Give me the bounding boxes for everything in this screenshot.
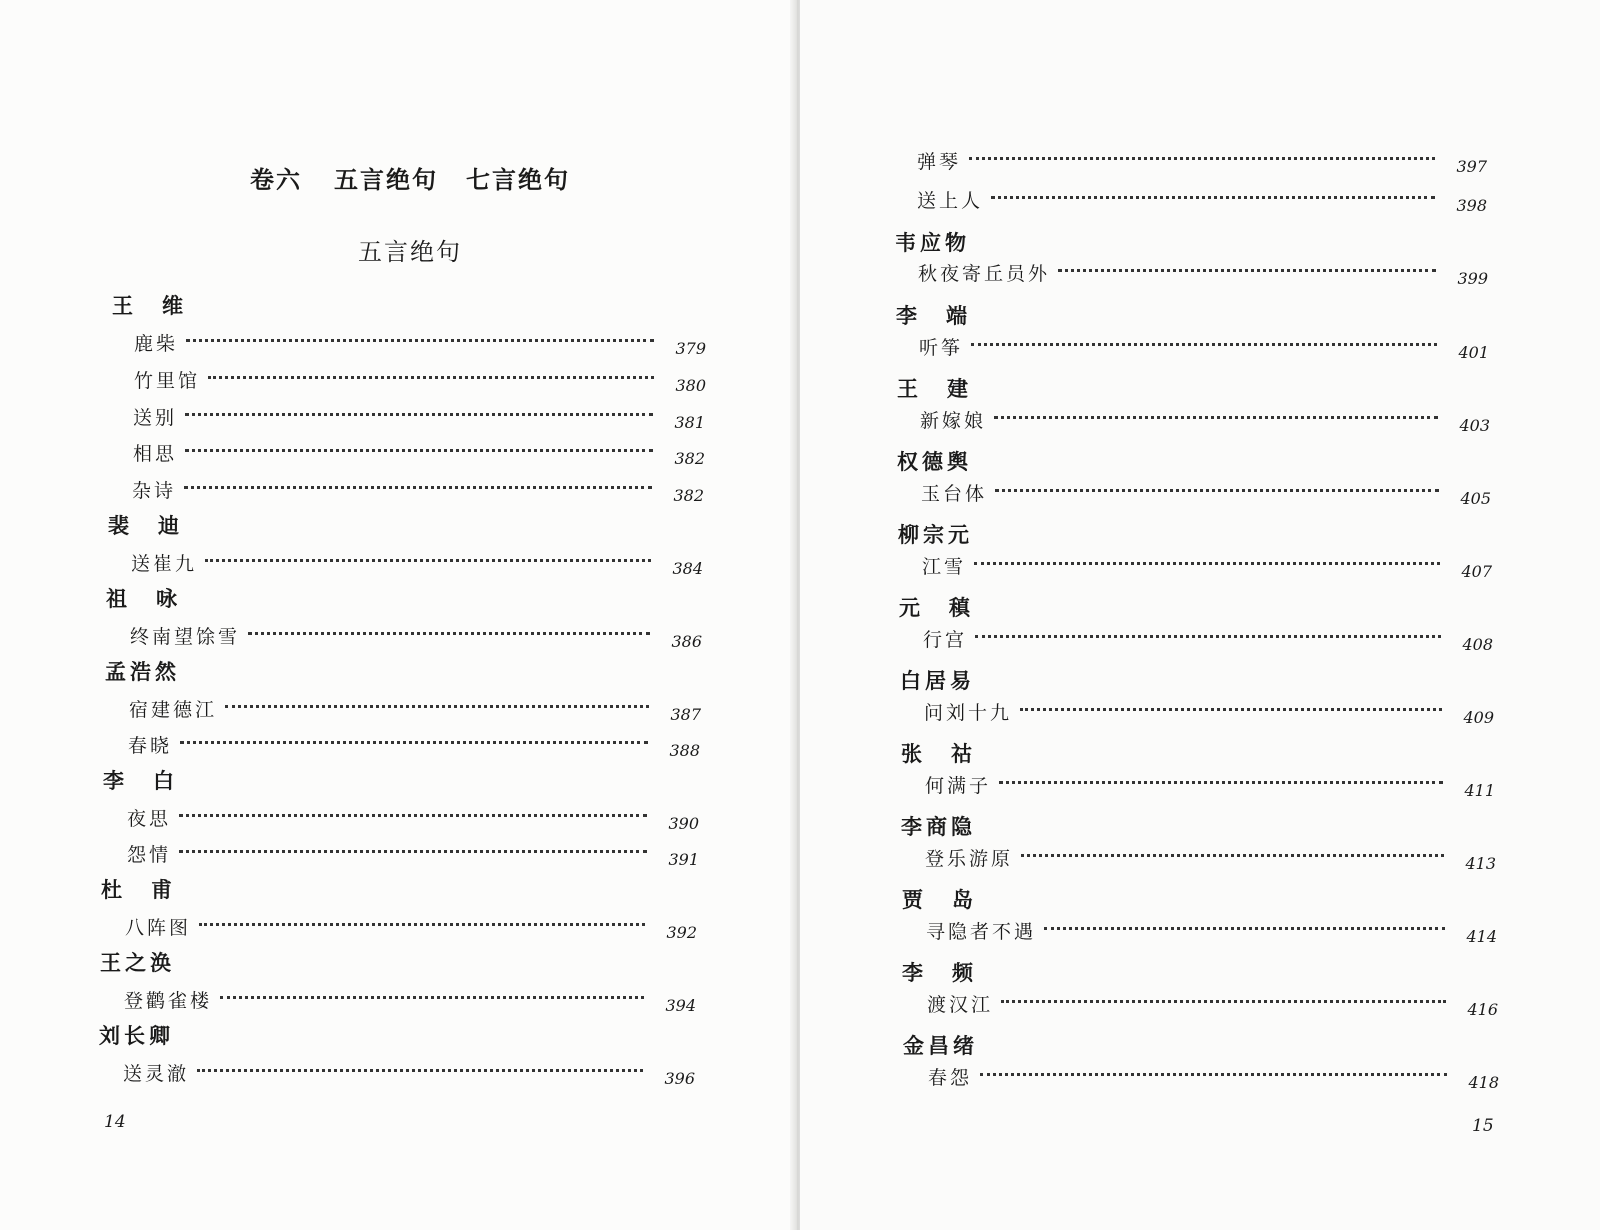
author-heading: 孟浩然 [105,659,180,684]
dot-leader [969,157,1435,160]
dot-leader [179,850,647,853]
dot-leader [205,559,651,562]
toc-entry[interactable] [128,730,700,758]
toc-entry[interactable] [134,328,706,356]
poem-page-number: 396 [664,1068,695,1088]
poem-title: 宿建德江 [129,698,218,721]
poem-page-number: 397 [1456,156,1487,176]
poem-page-number: 403 [1459,415,1490,435]
toc-entry[interactable] [917,146,1487,174]
toc-entry[interactable] [924,697,1494,725]
dot-leader [1021,854,1444,857]
dot-leader [1020,708,1442,711]
poem-page-number: 386 [671,631,702,651]
toc-entry[interactable] [127,803,699,831]
poem-title: 寻隐者不遇 [926,920,1037,943]
poem-page-number: 411 [1464,780,1495,800]
dot-leader [185,449,653,452]
author-heading: 王 维 [112,293,187,318]
poem-page-number: 381 [674,412,705,432]
dot-leader [991,196,1435,199]
poem-title: 听筝 [919,336,964,359]
toc-entry[interactable] [923,624,1493,652]
author-heading: 王 建 [897,376,972,401]
poem-page-number: 408 [1462,634,1493,654]
poem-page-number: 382 [674,448,705,468]
poem-title: 竹里馆 [134,369,201,392]
poem-title: 江雪 [922,555,967,578]
poem-page-number: 405 [1460,488,1491,508]
dot-leader [975,635,1441,638]
poem-page-number: 394 [665,995,696,1015]
dot-leader [980,1073,1447,1076]
author-heading: 韦应物 [895,230,970,255]
toc-entry[interactable] [920,405,1490,433]
poem-title: 八阵图 [125,916,192,939]
toc-entry[interactable] [922,551,1492,579]
author-heading: 王之涣 [100,950,175,975]
toc-entry[interactable] [134,365,706,393]
poem-title: 弹琴 [917,150,962,173]
poem-title: 送别 [133,406,178,429]
author-heading: 祖 咏 [106,586,181,611]
poem-page-number: 407 [1461,561,1492,581]
author-heading: 贾 岛 [902,887,977,912]
poem-title: 问刘十九 [924,701,1013,724]
page-number-left: 14 [104,1112,126,1132]
toc-entry[interactable] [124,985,696,1013]
toc-entry[interactable] [921,478,1491,506]
dot-leader [225,705,649,708]
toc-entry[interactable] [125,912,697,940]
author-heading: 杜 甫 [101,877,176,902]
toc-entry[interactable] [130,621,702,649]
dot-leader [197,1069,643,1072]
poem-title: 怨情 [127,843,172,866]
volume-number: 卷六 [250,165,302,194]
toc-entry[interactable] [133,402,705,430]
poem-title: 鹿柴 [134,332,179,355]
dot-leader [184,486,652,489]
poem-title: 何满子 [925,774,992,797]
poem-page-number: 413 [1465,853,1496,873]
toc-entry[interactable] [925,843,1496,871]
toc-entry[interactable] [123,1058,695,1086]
poem-title: 送崔九 [131,552,198,575]
poem-page-number: 387 [670,704,701,724]
toc-entry[interactable] [919,332,1489,360]
toc-entry[interactable] [917,185,1487,213]
author-heading: 李 白 [103,768,178,793]
poem-title: 春晓 [128,734,173,757]
dot-leader [185,413,653,416]
toc-entry[interactable] [133,438,705,466]
poem-page-number: 409 [1463,707,1494,727]
poem-title: 春怨 [928,1066,973,1089]
author-heading: 裴 迪 [108,513,183,538]
author-heading: 元 稹 [899,595,974,620]
poem-page-number: 384 [672,558,703,578]
poem-page-number: 392 [666,922,697,942]
author-heading: 刘长卿 [99,1023,174,1048]
toc-entry[interactable] [926,916,1497,944]
dot-leader [220,996,644,999]
toc-right [800,0,1600,1230]
poem-page-number: 399 [1457,268,1488,288]
poem-title: 渡汉江 [927,993,994,1016]
page-number-right: 15 [1472,1116,1494,1136]
toc-entry[interactable] [925,770,1495,798]
poem-page-number: 382 [673,485,704,505]
poem-page-number: 390 [668,813,699,833]
dot-leader [1058,269,1436,272]
poem-title: 送灵澈 [123,1062,190,1085]
poem-title: 新嫁娘 [920,409,987,432]
toc-entry[interactable] [928,1062,1499,1090]
poem-title: 登乐游原 [925,847,1014,870]
volume-subtitle-1: 五言绝句 [334,165,438,194]
poem-title: 终南望馀雪 [130,625,241,648]
poem-title: 秋夜寄丘员外 [918,262,1051,285]
author-heading: 张 祜 [901,741,976,766]
author-heading: 李 频 [902,960,977,985]
author-heading: 柳宗元 [898,522,973,547]
poem-page-number: 416 [1467,999,1498,1019]
section-title: 五言绝句 [358,238,462,266]
toc-entry[interactable] [132,475,704,503]
poem-page-number: 380 [675,375,706,395]
toc-entry[interactable] [127,839,699,867]
poem-page-number: 401 [1458,342,1489,362]
poem-title: 杂诗 [132,479,177,502]
dot-leader [974,562,1440,565]
author-heading: 权德舆 [897,449,972,474]
poem-page-number: 379 [675,338,706,358]
poem-title: 玉台体 [921,482,988,505]
volume-subtitle-2: 七言绝句 [466,165,570,194]
poem-title: 送上人 [917,189,984,212]
dot-leader [180,741,648,744]
toc-entry[interactable] [918,258,1488,286]
dot-leader [995,489,1439,492]
right-page [800,0,1600,1230]
dot-leader [1001,1000,1446,1003]
poem-page-number: 398 [1456,195,1487,215]
dot-leader [199,923,645,926]
dot-leader [1044,927,1445,930]
dot-leader [208,376,654,379]
poem-title: 夜思 [127,807,172,830]
poem-title: 行宫 [923,628,968,651]
poem-title: 登鹳雀楼 [124,989,213,1012]
toc-entry[interactable] [131,548,703,576]
dot-leader [994,416,1438,419]
poem-page-number: 388 [669,740,700,760]
author-heading: 李 端 [896,303,971,328]
dot-leader [179,814,647,817]
dot-leader [186,339,654,342]
dot-leader [999,781,1443,784]
dot-leader [248,632,650,635]
poem-page-number: 414 [1466,926,1497,946]
dot-leader [971,343,1437,346]
author-heading: 金昌绪 [903,1033,978,1058]
toc-entry[interactable] [129,694,701,722]
toc-entry[interactable] [927,989,1498,1017]
poem-page-number: 418 [1468,1072,1499,1092]
poem-title: 相思 [133,442,178,465]
author-heading: 李商隐 [901,814,976,839]
author-heading: 白居易 [900,668,975,693]
poem-page-number: 391 [668,849,699,869]
